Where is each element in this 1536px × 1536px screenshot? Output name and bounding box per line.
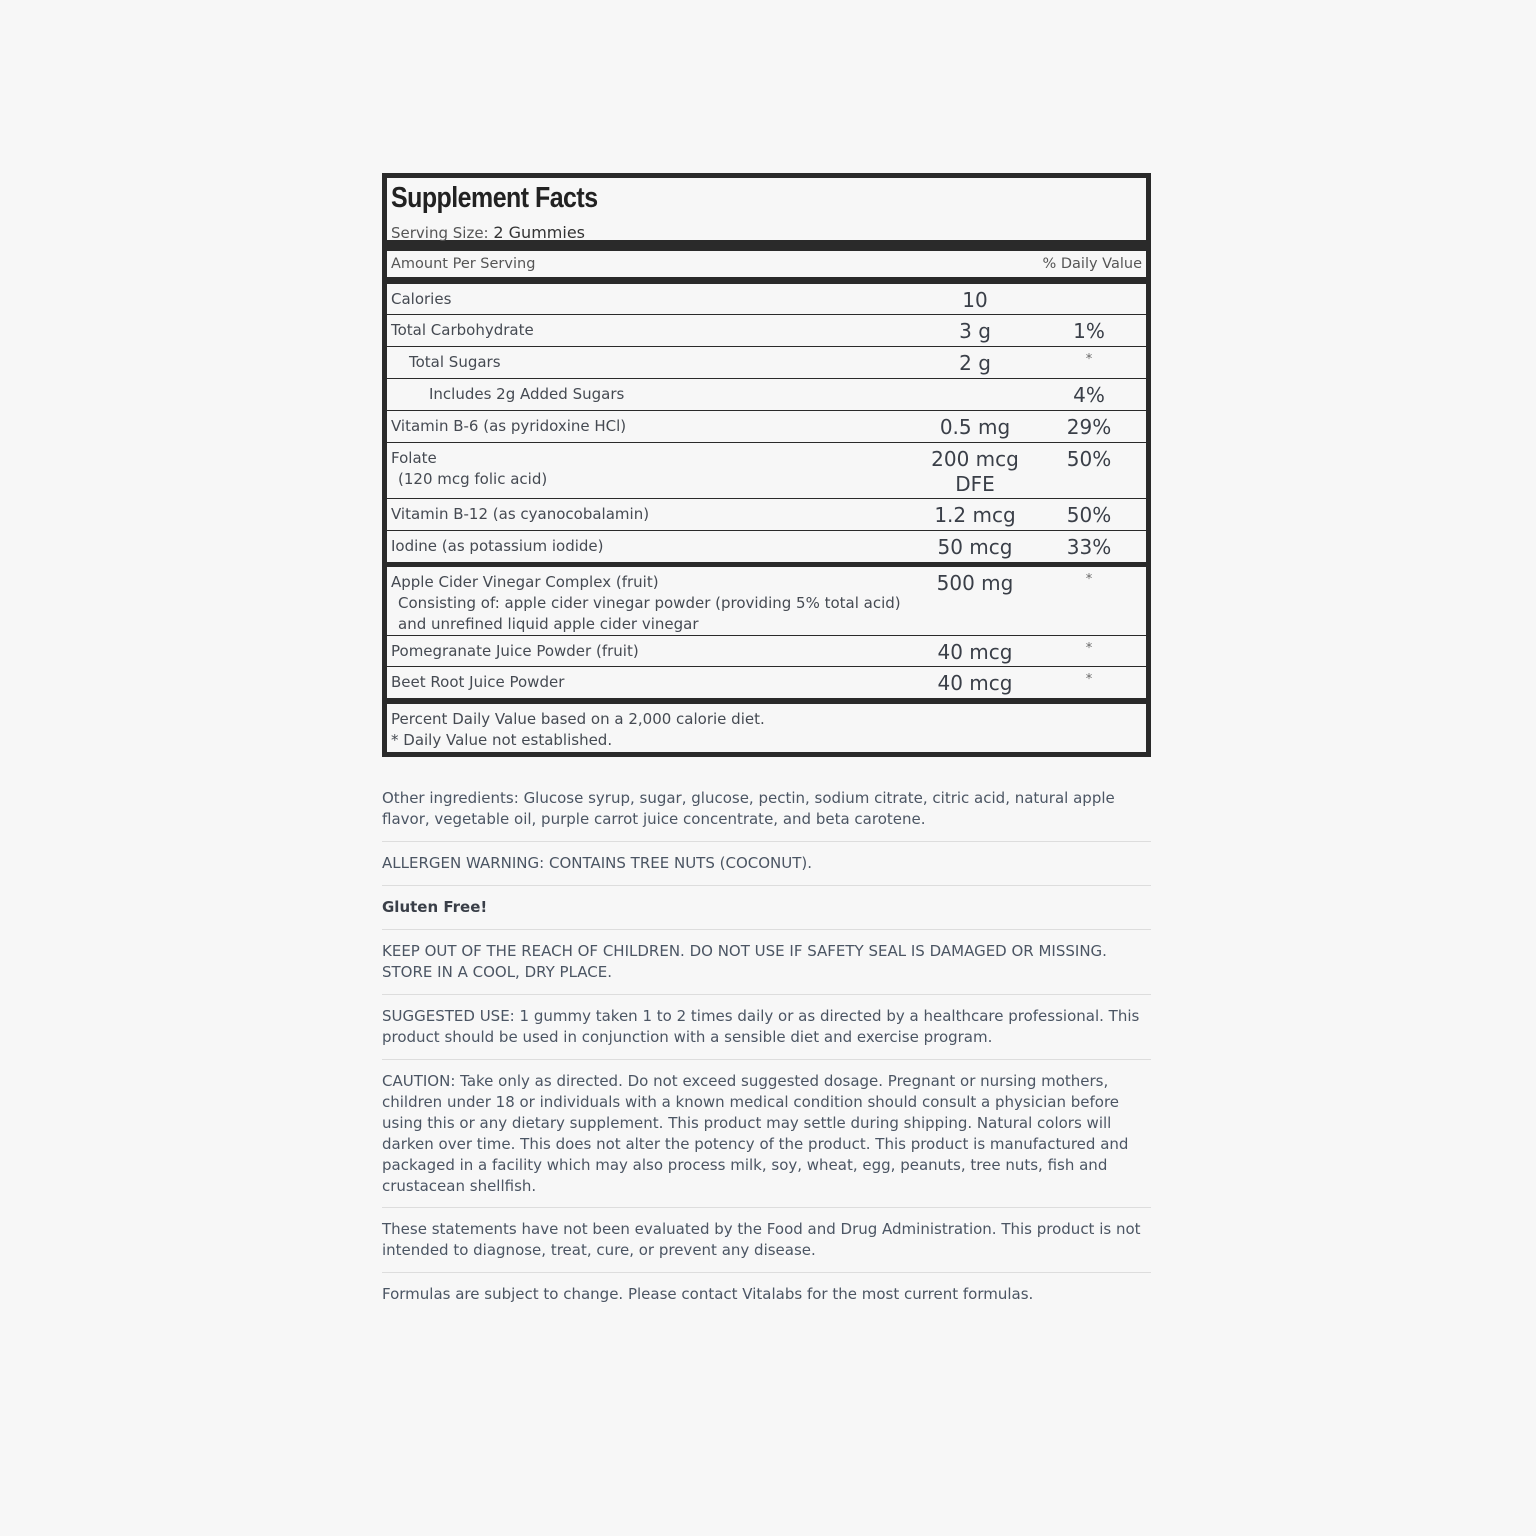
nutrient-label: Vitamin B-12 (as cyanocobalamin): [391, 505, 650, 523]
nutrient-amount: 50 mcg: [937, 535, 1013, 559]
nutrient-amount-line: 200 mcg: [931, 447, 1019, 471]
ingredient-label: Beet Root Juice Powder: [391, 673, 565, 691]
ingredient-sublabel: Consisting of: apple cider vinegar powder (providing 5% total acid): [398, 594, 901, 612]
ingredient-sublabel: and unrefined liquid apple cider vinegar: [398, 615, 699, 633]
fda-disclaimer: These statements have not been evaluated by the Food and Drug Administration. This product is not intended to diagnose, treat, cure, or prevent any disease.: [382, 1220, 1141, 1259]
nutrient-label: Iodine (as potassium iodide): [391, 537, 604, 555]
nutrient-daily-value: 4%: [1073, 383, 1105, 407]
divider: [382, 929, 1151, 930]
ingredient-label: Pomegranate Juice Powder (fruit): [391, 642, 639, 660]
table-row: [387, 443, 1146, 498]
nutrient-daily-value: 33%: [1066, 535, 1112, 559]
daily-value-header: % Daily Value: [1042, 256, 1142, 272]
amount-per-serving-label: Amount Per Serving: [391, 256, 536, 272]
ingredient-daily-value: *: [1085, 572, 1093, 587]
keep-out-warning: KEEP OUT OF THE REACH OF CHILDREN. DO NOT USE IF SAFETY SEAL IS DAMAGED OR MISSING. STORE IN A COOL, DRY PLACE.: [382, 942, 1107, 981]
amount-header: [387, 251, 1146, 277]
caution: CAUTION: Take only as directed. Do not exceed suggested dosage. Pregnant or nursing mothers, children under 18 or individuals with a known medical condition should consult a physician before using this or any dietary supplement. This product may settle during shipping. Natural colors will darken over time. This does not alter the potency of the product. This product is manufactured and packaged in a facility which may also process milk, soy, wheat, egg, peanuts, tree nuts, fish and crustacean shellfish.: [382, 1072, 1129, 1195]
serving-size-label: Serving Size:: [391, 224, 489, 242]
facts-title: Supplement Facts: [391, 182, 598, 214]
table-row: [387, 379, 1146, 410]
nutrient-daily-value: 50%: [1066, 503, 1112, 527]
nutrient-amount: 0.5 mg: [939, 415, 1011, 439]
nutrient-amount: [907, 447, 1043, 497]
divider: [382, 885, 1151, 886]
ingredient-amount: 40 mcg: [937, 671, 1013, 695]
nutrient-daily-value: *: [1085, 352, 1093, 367]
table-row: [387, 567, 1146, 635]
nutrient-amount-unit: DFE: [955, 472, 995, 496]
nutrient-amount: 10: [962, 288, 988, 312]
other-ingredients: Other ingredients: Glucose syrup, sugar, glucose, pectin, sodium citrate, citric acid, natural apple flavor, vegetable oil, purple carrot juice concentrate, and beta carotene.: [382, 789, 1115, 828]
table-row: [387, 636, 1146, 666]
formulas-note: Formulas are subject to change. Please contact Vitalabs for the most current formulas.: [382, 1285, 1034, 1303]
divider: [382, 1272, 1151, 1273]
nutrient-label: Total Carbohydrate: [391, 321, 534, 339]
nutrient-label: Vitamin B-6 (as pyridoxine HCl): [391, 417, 627, 435]
ingredient-label: [391, 572, 901, 635]
nutrient-sublabel: (120 mcg folic acid): [398, 470, 548, 488]
divider: [382, 1059, 1151, 1060]
nutrient-amount: 1.2 mcg: [934, 503, 1016, 527]
nutrient-daily-value: 50%: [1066, 447, 1112, 471]
nutrient-label: Calories: [391, 290, 452, 308]
supplement-facts-panel: [382, 173, 1151, 757]
serving-size: [391, 223, 585, 242]
nutrient-label: Total Sugars: [409, 353, 501, 371]
facts-header: [387, 178, 1146, 240]
table-row: [387, 531, 1146, 562]
ingredient-daily-value: *: [1085, 641, 1093, 656]
nutrient-label: [391, 448, 547, 490]
suggested-use: SUGGESTED USE: 1 gummy taken 1 to 2 times daily or as directed by a healthcare professional. This product should be used in conjunction with a sensible diet and exercise program.: [382, 1007, 1140, 1046]
ingredient-name: Apple Cider Vinegar Complex (fruit): [391, 573, 659, 591]
table-row: [387, 499, 1146, 530]
table-row: [387, 667, 1146, 698]
nutrient-label: Includes 2g Added Sugars: [429, 385, 625, 403]
ingredient-daily-value: *: [1085, 672, 1093, 687]
footnote-daily-value: Percent Daily Value based on a 2,000 calorie diet.: [391, 710, 765, 728]
nutrient-amount: 2 g: [959, 351, 991, 375]
allergen-warning: ALLERGEN WARNING: CONTAINS TREE NUTS (COCONUT).: [382, 854, 813, 872]
ingredient-amount: 40 mcg: [937, 640, 1013, 664]
divider: [382, 1207, 1151, 1208]
nutrient-amount: 3 g: [959, 319, 991, 343]
facts-footnotes: [387, 704, 1146, 752]
nutrient-daily-value: 29%: [1066, 415, 1112, 439]
table-row: [387, 315, 1146, 346]
ingredient-amount: 500 mg: [936, 571, 1014, 595]
divider: [382, 994, 1151, 995]
table-row: [387, 347, 1146, 378]
nutrient-daily-value: 1%: [1073, 319, 1105, 343]
table-row: [387, 284, 1146, 314]
footnote: [391, 709, 765, 751]
serving-size-value: 2 Gummies: [493, 223, 585, 242]
divider: [382, 841, 1151, 842]
footnote-not-established: * Daily Value not established.: [391, 731, 613, 749]
gluten-free: Gluten Free!: [382, 898, 488, 916]
nutrient-name: Folate: [391, 449, 437, 467]
table-row: [387, 411, 1146, 442]
